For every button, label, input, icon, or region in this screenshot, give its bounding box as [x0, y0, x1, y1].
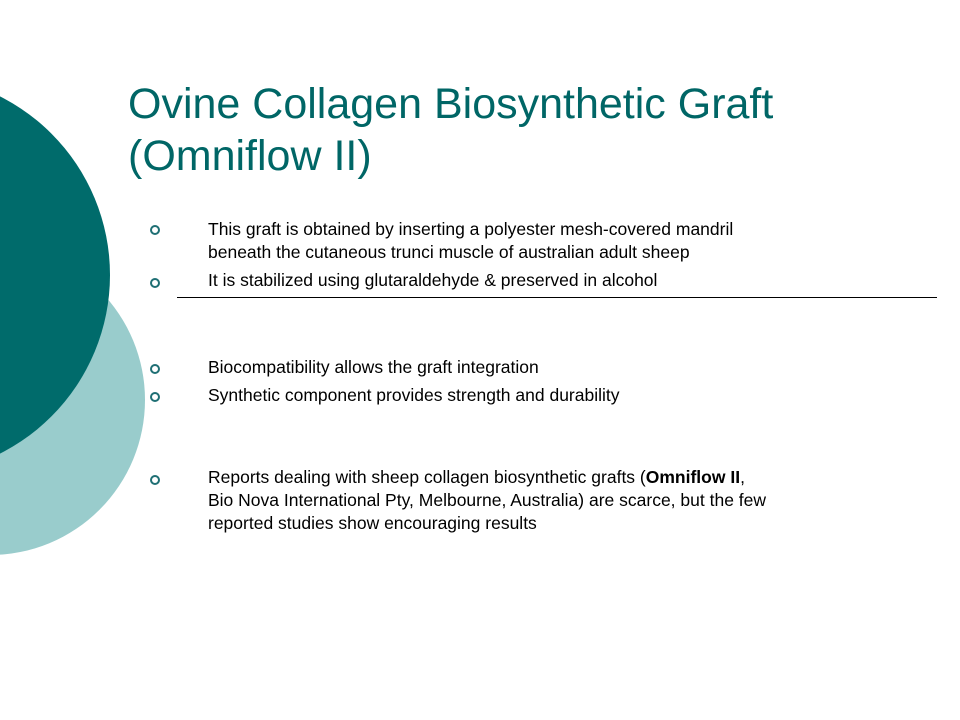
bullet-line: reported studies show encouraging results	[208, 513, 537, 533]
divider-line	[177, 297, 937, 298]
bullet-text	[208, 218, 908, 264]
bullet-text: It is stabilized using glutaraldehyde & preserved in alcohol	[208, 270, 658, 290]
bullet-text	[208, 466, 908, 535]
bullet-text: Synthetic component provides strength and durability	[208, 385, 620, 405]
slide-title	[128, 78, 928, 182]
product-name: Omniflow II	[645, 467, 741, 487]
bullet-marker	[150, 475, 160, 485]
bullet-marker	[150, 364, 160, 374]
bullet-marker	[150, 225, 160, 235]
title-line-2: (Omniflow II)	[128, 132, 372, 180]
bullet-marker	[150, 278, 160, 288]
bullet-text: Biocompatibility allows the graft integration	[208, 357, 539, 377]
bullet-line: beneath the cutaneous trunci muscle of australian adult sheep	[208, 242, 690, 262]
bullet-line	[208, 466, 908, 489]
title-line-1: Ovine Collagen Biosynthetic Graft	[128, 80, 774, 128]
bullet-marker	[150, 392, 160, 402]
bullet-line: This graft is obtained by inserting a polyester mesh-covered mandril	[208, 219, 734, 239]
bullet-line: Bio Nova International Pty, Melbourne, Australia) are scarce, but the few	[208, 490, 767, 510]
reports-text-part2: ,	[740, 467, 745, 487]
reports-text-part1: Reports dealing with sheep collagen biosynthetic grafts (	[208, 467, 646, 487]
